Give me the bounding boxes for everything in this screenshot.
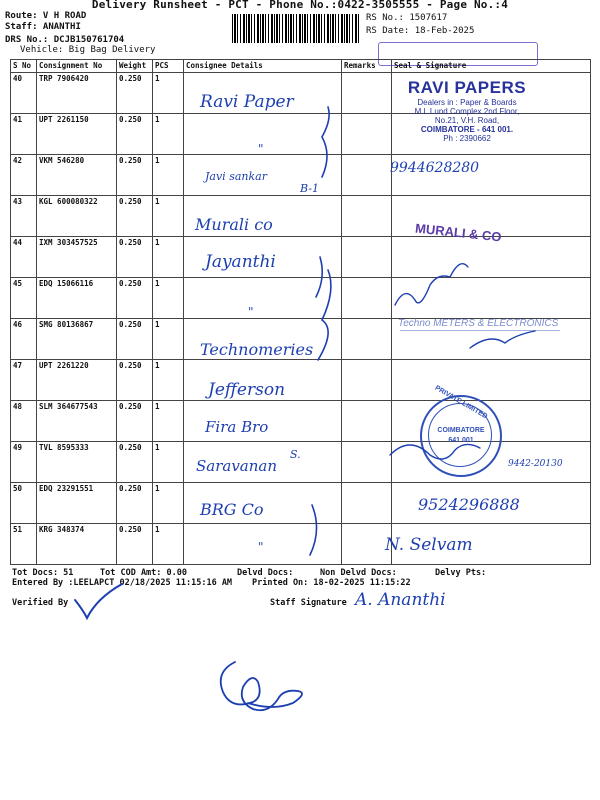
row-sno: 44: [11, 237, 37, 278]
seal-column-signatures: [380, 240, 580, 480]
printed-on: Printed On: 18-02-2025 11:15:22: [252, 578, 411, 588]
row-sno: 51: [11, 524, 37, 565]
row-weight: 0.250: [117, 360, 153, 401]
row-weight: 0.250: [117, 196, 153, 237]
row-sno: 46: [11, 319, 37, 360]
row-pcs: 1: [153, 401, 184, 442]
row-consignment-no: UPT 2261220: [37, 360, 117, 401]
hw-phone-42: 9944628280: [390, 160, 480, 176]
hw-ditto-51: ": [258, 540, 264, 554]
staff-label: Staff: ANANTHI: [5, 22, 81, 32]
tot-docs: Tot Docs: 51: [12, 568, 74, 578]
hw-phone-50: 9524296888: [418, 495, 520, 514]
verified-by-label: Verified By: [12, 598, 69, 608]
techno-stamp: Techno METERS & ELECTRONICS: [398, 318, 559, 329]
row-sno: 47: [11, 360, 37, 401]
route-label: Route: V H ROAD: [5, 11, 87, 21]
hw-consignee-44: Jayanthi: [205, 252, 276, 272]
row-consignment-no: SMG 80136867: [37, 319, 117, 360]
hw-phone-49: 9442-20130: [508, 459, 563, 469]
row-consignment-no: TRP 7906420: [37, 73, 117, 114]
row-pcs: 1: [153, 360, 184, 401]
hw-consignee-49: Saravanan: [196, 457, 278, 475]
hw-consignee-43: Murali co: [195, 215, 273, 234]
table-header-row: [11, 60, 591, 73]
row-consignment-no: KRG 348374: [37, 524, 117, 565]
verified-tick-mark: [70, 582, 130, 622]
entered-by: Entered By :LEELAPCT 02/18/2025 11:15:16 AM: [12, 578, 233, 588]
row-pcs: 1: [153, 524, 184, 565]
hw-signature-51: N. Selvam: [385, 535, 473, 555]
vehicle-label: Vehicle: Big Bag Delivery: [20, 45, 156, 55]
ravi-stamp-line5: Ph : 2390662: [443, 134, 491, 143]
row-weight: 0.250: [117, 278, 153, 319]
brace-44-45: [318, 270, 331, 360]
hw-consignee-40: Ravi Paper: [200, 92, 294, 112]
hw-consignee-48: Fira Bro: [205, 418, 269, 436]
ravi-papers-stamp: [392, 78, 542, 143]
ravi-stamp-name: RAVI PAPERS: [407, 78, 527, 97]
hw-consignee-42-b: B-1: [300, 182, 320, 195]
row-weight: 0.250: [117, 401, 153, 442]
round-seal-pin: 641 001: [448, 437, 474, 444]
murali-stamp: MURALI & CO: [414, 220, 503, 245]
rs-date: RS Date: 18-Feb-2025: [366, 26, 475, 36]
barcode: [232, 14, 359, 43]
row-sno: 49: [11, 442, 37, 483]
staff-signature-handwritten: A. Ananthi: [355, 590, 446, 610]
row-weight: 0.250: [117, 442, 153, 483]
brace-44: [316, 257, 322, 297]
round-seal-city: COIMBATORE: [437, 427, 485, 434]
col-sno: S No: [11, 60, 37, 73]
row-pcs: 1: [153, 237, 184, 278]
row-pcs: 1: [153, 155, 184, 196]
hw-consignee-49-b: S.: [290, 448, 301, 461]
brace-40-41: [322, 107, 329, 177]
row-sno: 40: [11, 73, 37, 114]
scribble-signature-46: [470, 331, 535, 348]
non-delivered-docs: Non Delvd Docs:: [320, 568, 397, 578]
row-consignment-no: EDQ 23291551: [37, 483, 117, 524]
row-consignment-no: EDQ 15066116: [37, 278, 117, 319]
tot-cod-amount: Tot COD Amt: 0.00: [100, 568, 187, 578]
col-pcs: PCS: [153, 60, 184, 73]
delivered-docs: Delvd Docs:: [237, 568, 294, 578]
ravi-stamp-line2: M.L Lund Complex 2nd Floor,: [414, 107, 520, 116]
page-title: Delivery Runsheet - PCT - Phone No.:0422-3505555 - Page No.:4: [91, 0, 509, 11]
col-seal-signature: Seal & Signature: [392, 60, 591, 73]
brace-50-51: [310, 505, 317, 555]
ravi-stamp-line4: COIMBATORE - 641 001.: [420, 125, 514, 134]
row-pcs: 1: [153, 319, 184, 360]
row-sno: 48: [11, 401, 37, 442]
hw-ditto-41: ": [258, 142, 264, 156]
hw-consignee-42: Javi sankar: [205, 170, 267, 183]
hw-consignee-46: Technomeries: [200, 340, 314, 359]
verifier-signature: [205, 650, 315, 720]
row-weight: 0.250: [117, 73, 153, 114]
staff-signature-label: Staff Signature: [270, 598, 347, 608]
row-consignment-no: KGL 600080322: [37, 196, 117, 237]
hw-consignee-47: Jefferson: [208, 380, 286, 400]
row-consignment-no: SLM 364677543: [37, 401, 117, 442]
row-sno: 45: [11, 278, 37, 319]
hw-ditto-45: ": [248, 305, 254, 319]
row-weight: 0.250: [117, 237, 153, 278]
scribble-signature-49: [390, 444, 480, 459]
row-consignment-no: IXM 303457525: [37, 237, 117, 278]
row-pcs: 1: [153, 114, 184, 155]
col-weight: Weight: [117, 60, 153, 73]
row-weight: 0.250: [117, 524, 153, 565]
hw-consignee-50: BRG Co: [200, 500, 264, 519]
row-weight: 0.250: [117, 319, 153, 360]
row-weight: 0.250: [117, 483, 153, 524]
row-pcs: 1: [153, 196, 184, 237]
row-pcs: 1: [153, 442, 184, 483]
col-consignee: Consignee Details: [184, 60, 342, 73]
round-seal-top: PRIVATE LIMITED: [433, 384, 489, 421]
delivery-points: Delvy Pts:: [435, 568, 487, 578]
row-pcs: 1: [153, 483, 184, 524]
row-consignment-no: UPT 2261150: [37, 114, 117, 155]
drs-number: DRS No.: DCJB150761704: [5, 35, 125, 45]
row-consignment-no: VKM 546280: [37, 155, 117, 196]
handwritten-marks: [290, 95, 350, 565]
rs-number: RS No.: 1507617: [366, 13, 448, 23]
row-pcs: 1: [153, 278, 184, 319]
row-sno: 50: [11, 483, 37, 524]
scribble-signature-44: [395, 264, 468, 305]
row-sno: 42: [11, 155, 37, 196]
col-consignment: Consignment No: [37, 60, 117, 73]
ravi-stamp-line1: Dealers in : Paper & Boards: [417, 98, 517, 107]
row-weight: 0.250: [117, 155, 153, 196]
row-consignment-no: TVL 8595333: [37, 442, 117, 483]
ravi-stamp-line3: No.21, V.H. Road,: [434, 116, 500, 125]
row-weight: 0.250: [117, 114, 153, 155]
row-sno: 41: [11, 114, 37, 155]
row-sno: 43: [11, 196, 37, 237]
row-pcs: 1: [153, 73, 184, 114]
col-remarks: Remarks: [342, 60, 392, 73]
